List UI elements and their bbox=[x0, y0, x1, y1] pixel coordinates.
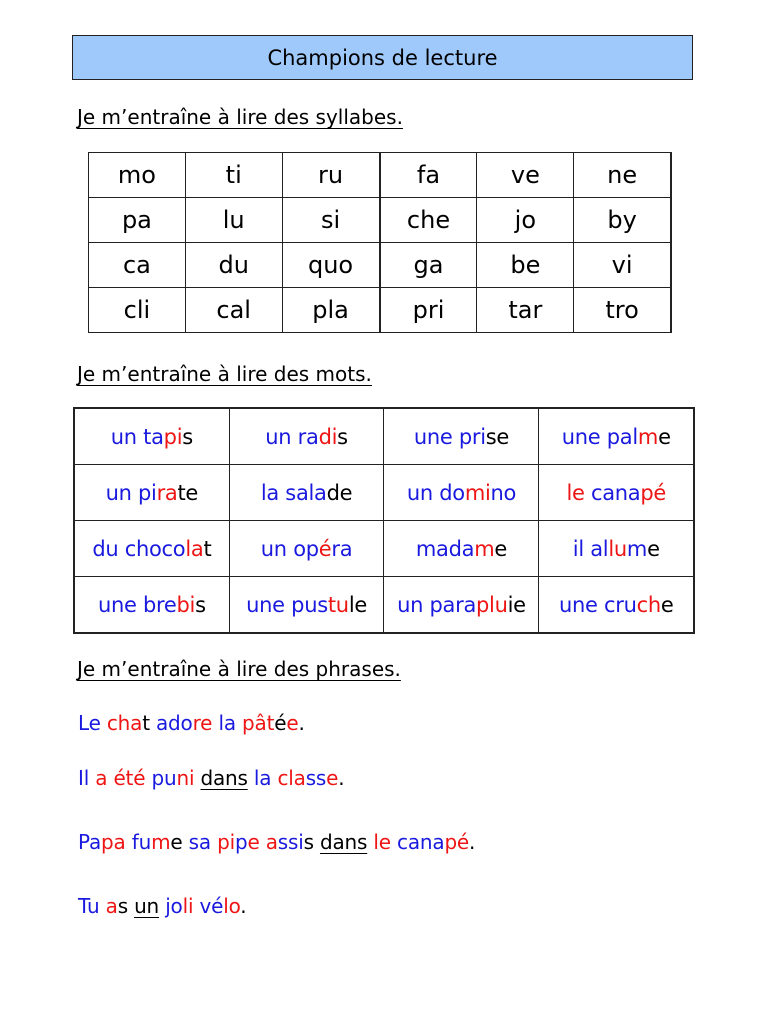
word-segment: m bbox=[626, 536, 648, 561]
sentence-segment: ss bbox=[305, 766, 327, 790]
syllable-cell: by bbox=[574, 198, 671, 243]
word-segment: s bbox=[195, 592, 206, 617]
sentence-segment: pât bbox=[242, 711, 275, 735]
syllable-cell: ti bbox=[185, 153, 282, 198]
word-segment: un pi bbox=[105, 480, 157, 505]
syllable-cell: pri bbox=[380, 288, 477, 333]
word-segment: e bbox=[647, 536, 660, 561]
syllable-cell: lu bbox=[185, 198, 282, 243]
word-cell bbox=[74, 408, 229, 465]
syllable-cell: jo bbox=[477, 198, 574, 243]
word-segment: mi bbox=[464, 480, 491, 505]
word-segment: un op bbox=[260, 536, 319, 561]
syllables-row bbox=[89, 153, 672, 198]
sentence-segment: s bbox=[303, 830, 320, 854]
word-cell bbox=[74, 577, 229, 634]
word-segment: ch bbox=[636, 592, 661, 617]
words-table bbox=[73, 407, 695, 634]
word-segment: no bbox=[490, 480, 517, 505]
syllable-cell: ve bbox=[477, 153, 574, 198]
words-row bbox=[74, 521, 694, 577]
syllable-cell: be bbox=[477, 243, 574, 288]
syllable-cell: ne bbox=[574, 153, 671, 198]
word-cell bbox=[384, 465, 539, 521]
word-cell bbox=[229, 465, 384, 521]
syllable-cell: ga bbox=[380, 243, 477, 288]
sentence-segment: a bbox=[265, 830, 278, 854]
word-segment: e bbox=[494, 536, 508, 561]
sentence-segment: li bbox=[182, 894, 194, 918]
word-segment: e bbox=[660, 592, 674, 617]
word-segment: se bbox=[485, 424, 510, 449]
sentence-segment: ado bbox=[156, 711, 193, 735]
sentence-segment: Il bbox=[78, 766, 96, 790]
word-cell bbox=[539, 408, 694, 465]
syllables-table bbox=[88, 152, 672, 333]
syllable-cell: du bbox=[185, 243, 282, 288]
sentence-segment: p bbox=[234, 830, 248, 854]
sentence-2 bbox=[78, 766, 344, 790]
sentence-segment: re bbox=[192, 711, 213, 735]
word-cell bbox=[229, 577, 384, 634]
word-cell bbox=[384, 408, 539, 465]
word-segment: le bbox=[348, 592, 367, 617]
word-segment: la bbox=[185, 536, 204, 561]
syllable-cell: ca bbox=[89, 243, 186, 288]
heading-sentences: Je m’entraîne à lire des phrases. bbox=[77, 657, 401, 681]
sentence-segment: vé bbox=[199, 894, 224, 918]
syllables-row bbox=[89, 288, 672, 333]
word-segment: un do bbox=[406, 480, 465, 505]
word-segment: m bbox=[474, 536, 495, 561]
sentence-segment: é bbox=[274, 711, 287, 735]
sentence-segment: sa bbox=[188, 830, 218, 854]
word-segment: une pri bbox=[413, 424, 486, 449]
sentence-segment: jo bbox=[165, 894, 183, 918]
words-row bbox=[74, 408, 694, 465]
sentence-4 bbox=[78, 894, 246, 918]
syllable-cell: tro bbox=[574, 288, 671, 333]
syllable-cell: fa bbox=[380, 153, 477, 198]
syllable-cell: mo bbox=[89, 153, 186, 198]
heading-words: Je m’entraîne à lire des mots. bbox=[77, 362, 372, 386]
syllables-row bbox=[89, 198, 672, 243]
word-segment: ra bbox=[156, 480, 178, 505]
sentence-segment: . bbox=[338, 766, 345, 790]
word-segment: plu bbox=[476, 592, 508, 617]
word-segment: s bbox=[182, 424, 193, 449]
sentence-segment: m bbox=[151, 830, 171, 854]
syllable-cell: pla bbox=[282, 288, 379, 333]
sentence-segment: t bbox=[142, 711, 156, 735]
sentence-segment: pu bbox=[151, 766, 177, 790]
word-cell bbox=[229, 521, 384, 577]
sentence-segment: cha bbox=[106, 711, 143, 735]
word-segment: de bbox=[326, 480, 353, 505]
sentence-segment: dans bbox=[319, 830, 368, 854]
syllable-cell: si bbox=[282, 198, 379, 243]
word-segment: te bbox=[177, 480, 199, 505]
sentence-segment: la bbox=[218, 711, 243, 735]
sentence-3 bbox=[78, 830, 475, 854]
word-segment: é bbox=[318, 536, 332, 561]
sentence-segment: e bbox=[286, 711, 299, 735]
word-cell bbox=[74, 521, 229, 577]
sentence-segment: dans bbox=[200, 766, 248, 790]
word-segment: du choco bbox=[92, 536, 186, 561]
heading-syllables: Je m’entraîne à lire des syllabes. bbox=[77, 105, 403, 129]
sentence-segment: Le bbox=[78, 711, 107, 735]
sentence-segment: Pa bbox=[78, 830, 102, 854]
sentence-1 bbox=[78, 711, 305, 735]
sentence-segment: été bbox=[113, 766, 146, 790]
sentence-segment: ssi bbox=[277, 830, 304, 854]
syllable-cell: cli bbox=[89, 288, 186, 333]
word-segment: une pus bbox=[246, 592, 328, 617]
sentence-segment: . bbox=[240, 894, 247, 918]
word-cell bbox=[384, 577, 539, 634]
word-cell bbox=[539, 577, 694, 634]
sentence-segment: e bbox=[170, 830, 189, 854]
sentence-segment: lo bbox=[223, 894, 241, 918]
page-title-box bbox=[72, 35, 693, 80]
word-segment: pé bbox=[640, 480, 667, 505]
sentence-segment: le bbox=[373, 830, 391, 854]
sentence-segment: pé bbox=[444, 830, 470, 854]
word-segment: ie bbox=[507, 592, 526, 617]
sentence-segment: Tu bbox=[78, 894, 106, 918]
sentence-segment: la bbox=[253, 766, 278, 790]
word-segment: lu bbox=[608, 536, 627, 561]
word-segment: cana bbox=[584, 480, 641, 505]
sentence-segment: a bbox=[105, 894, 118, 918]
sentence-segment: un bbox=[134, 894, 160, 918]
words-row bbox=[74, 465, 694, 521]
sentence-segment: s bbox=[117, 894, 135, 918]
word-segment: e bbox=[658, 424, 671, 449]
word-segment: m bbox=[637, 424, 659, 449]
sentence-segment: . bbox=[469, 830, 476, 854]
word-segment: un para bbox=[397, 592, 477, 617]
word-segment: ra bbox=[331, 536, 353, 561]
sentence-segment: pa bbox=[101, 830, 126, 854]
sentence-segment: pi bbox=[217, 830, 235, 854]
word-segment: une pal bbox=[561, 424, 638, 449]
sentence-segment: e bbox=[326, 766, 339, 790]
word-segment: il al bbox=[572, 536, 609, 561]
word-segment: un ta bbox=[110, 424, 164, 449]
word-segment: mada bbox=[415, 536, 475, 561]
word-segment: la sala bbox=[260, 480, 327, 505]
word-segment: t bbox=[203, 536, 212, 561]
words-row bbox=[74, 577, 694, 634]
word-segment: s bbox=[337, 424, 348, 449]
word-cell bbox=[74, 465, 229, 521]
word-cell bbox=[539, 465, 694, 521]
syllable-cell: che bbox=[380, 198, 477, 243]
sentence-segment: ni bbox=[176, 766, 195, 790]
sentence-segment: cla bbox=[277, 766, 306, 790]
word-cell bbox=[384, 521, 539, 577]
word-segment: une bre bbox=[97, 592, 177, 617]
sentence-segment: cana bbox=[397, 830, 445, 854]
syllable-cell: cal bbox=[185, 288, 282, 333]
sentence-segment: fu bbox=[131, 830, 152, 854]
word-segment: le bbox=[566, 480, 585, 505]
word-segment: pi bbox=[163, 424, 183, 449]
word-segment: un ra bbox=[265, 424, 319, 449]
syllable-cell: pa bbox=[89, 198, 186, 243]
sentence-segment: a bbox=[95, 766, 108, 790]
syllable-cell: vi bbox=[574, 243, 671, 288]
page-title: Champions de lecture bbox=[267, 45, 498, 70]
sentence-segment: e bbox=[247, 830, 260, 854]
syllables-row bbox=[89, 243, 672, 288]
word-cell bbox=[539, 521, 694, 577]
word-cell bbox=[229, 408, 384, 465]
word-segment: bi bbox=[176, 592, 196, 617]
word-segment: une cru bbox=[558, 592, 637, 617]
syllable-cell: ru bbox=[282, 153, 379, 198]
sentence-segment: . bbox=[298, 711, 305, 735]
word-segment: di bbox=[318, 424, 338, 449]
syllable-cell: tar bbox=[477, 288, 574, 333]
syllable-cell: quo bbox=[282, 243, 379, 288]
word-segment: tu bbox=[327, 592, 349, 617]
